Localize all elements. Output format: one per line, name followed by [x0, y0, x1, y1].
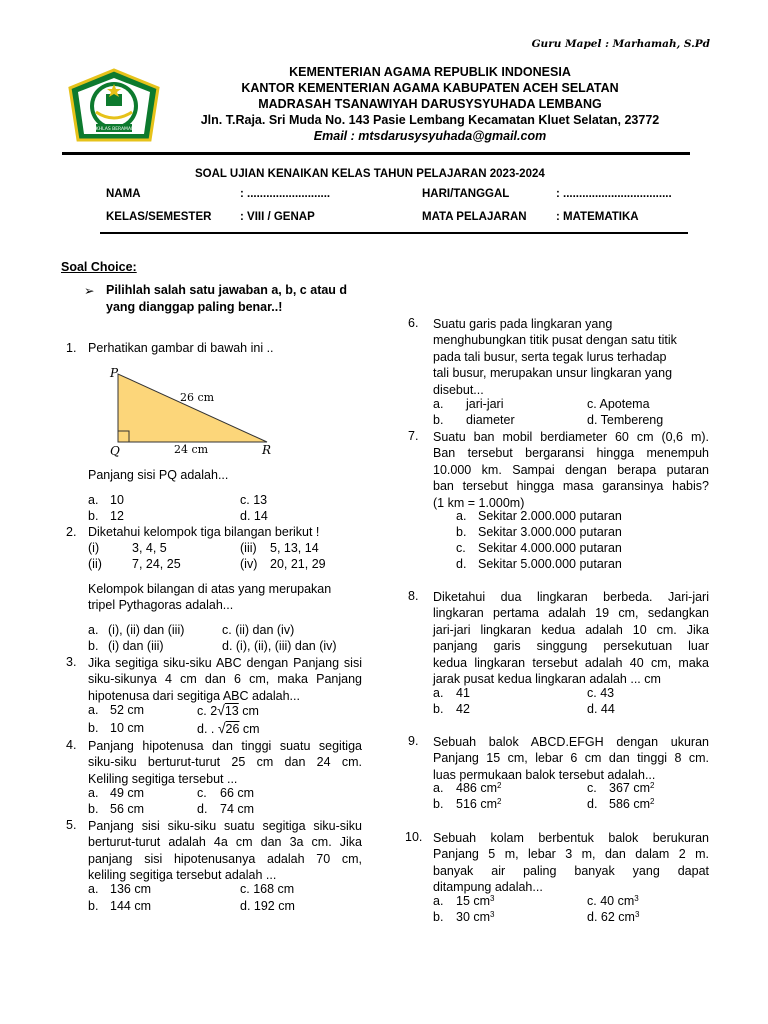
q5-number: 5.: [66, 818, 77, 832]
q1-opt-b-label: b.: [88, 509, 99, 523]
q9-opt-c: 367 $cm^2$: [609, 781, 655, 795]
q4-opt-a-label: a.: [88, 786, 99, 800]
q9-number: 9.: [408, 734, 419, 748]
q10-text: Sebuah kolam berbentuk balok berukuran Panjang 5 m, lebar 3 m, dan dalam 2 m. banyak air paling banyak yang dapat ditampung adalah...: [433, 831, 709, 895]
q3-opt-c: c. 2√13 cm: [197, 702, 259, 718]
q2-opt-a: (i), (ii) dan (iii): [108, 623, 185, 637]
q4-opt-d-label: d.: [197, 802, 208, 816]
q8-opt-a-label: a.: [433, 686, 444, 700]
mapel-value: : MATEMATIKA: [556, 211, 639, 223]
q6-opt-b-label: b.: [433, 413, 444, 427]
q7-number: 7.: [408, 429, 419, 443]
q4-text: Panjang hipotenusa dan tinggi suatu segitiga siku-siku berturut-turut 25 cm dan 24 cm. Keliling segitiga tersebut ...: [88, 739, 362, 786]
nama-label: NAMA: [106, 188, 141, 200]
exam-title: SOAL UJIAN KENAIKAN KELAS TAHUN PELAJARAN 2023-2024: [195, 168, 545, 180]
q10-opt-b-label: b.: [433, 910, 444, 924]
q5-opt-c: c. 168 cm: [240, 882, 295, 896]
instruction-line-2: yang dianggap paling benar..!: [106, 300, 283, 314]
q7-opt-b-label: b.: [456, 525, 467, 539]
q1-opt-a-label: a.: [88, 493, 99, 507]
q5-opt-a: 136 cm: [110, 882, 151, 896]
q5-opt-b: 144 cm: [110, 899, 151, 913]
q1-opt-d: d. 14: [240, 509, 268, 523]
q2-text: Diketahui kelompok tiga bilangan berikut !: [88, 525, 320, 539]
q6-opt-a: jari-jari: [466, 397, 504, 411]
q9-opt-b: 516 $cm^2$: [456, 797, 502, 811]
header-ministry: KEMENTERIAN AGAMA REPUBLIK INDONESIA: [289, 65, 571, 79]
q9-text: Sebuah balok ABCD.EFGH dengan ukuran Panjang 15 cm, lebar 6 cm dan tinggi 8 cm. luas permukaan balok tersebut adalah...: [433, 735, 709, 782]
q4-opt-b: 56 cm: [110, 802, 145, 816]
svg-text:IKHLAS BERAMAL: IKHLAS BERAMAL: [94, 127, 134, 132]
q6-number: 6.: [408, 316, 419, 330]
q4-opt-c-label: c.: [197, 786, 207, 800]
identity-divider: [100, 232, 688, 234]
nama-value: : ..........................: [240, 188, 331, 200]
q9-opt-a-label: a.: [433, 781, 444, 795]
kelas-value: : VIII / GENAP: [240, 211, 315, 223]
header-school: MADRASAH TSANAWIYAH DARUSYSYUHADA LEMBANG: [258, 97, 602, 111]
q10-opt-a: 15 $cm^3$: [456, 894, 495, 908]
q7-opt-d: Sekitar 5.000.000 putaran: [478, 557, 622, 571]
q7-opt-a-label: a.: [456, 509, 467, 523]
header-office: KANTOR KEMENTERIAN AGAMA KABUPATEN ACEH SELATAN: [241, 81, 619, 95]
q1-text: Perhatikan gambar di bawah ini ..: [88, 341, 274, 355]
q10-opt-b: 30 $cm^3$: [456, 910, 495, 924]
q7-opt-b: Sekitar 3.000.000 putaran: [478, 525, 622, 539]
q2-opt-a-label: a.: [88, 623, 99, 637]
q9-opt-a: 486 $cm^2$: [456, 781, 502, 795]
q3-opt-b-label: b.: [88, 721, 99, 735]
q2-item-iii: 5, 13, 14: [270, 541, 319, 555]
q4-opt-d: 74 cm: [220, 802, 255, 816]
q2-number: 2.: [66, 525, 77, 539]
q5-text: Panjang sisi siku-siku suatu segitiga siku-siku berturut-turut adalah 4a cm dan 3a cm. Jika panjang sisi hipotenusanya adalah 70 cm, keliling segitiga tersebut adalah ...: [88, 819, 362, 883]
triangle-figure: [104, 364, 290, 458]
hari-value: : ..................................: [556, 188, 672, 200]
q10-opt-a-label: a.: [433, 894, 444, 908]
q8-opt-c: c. 43: [587, 686, 615, 700]
hari-label: HARI/TANGGAL: [422, 188, 510, 200]
q6-opt-a-label: a.: [433, 397, 444, 411]
q5-opt-b-label: b.: [88, 899, 99, 913]
q9-opt-c-label: c.: [587, 781, 597, 795]
q1-number: 1.: [66, 341, 77, 355]
q7-opt-c: Sekitar 4.000.000 putaran: [478, 541, 622, 555]
q6-opt-b: diameter: [466, 413, 515, 427]
q7-opt-d-label: d.: [456, 557, 467, 571]
q2-item-iv-label: (iv): [240, 557, 258, 571]
vertex-q: Q: [110, 444, 120, 458]
q2-opt-c: c. (ii) dan (iv): [222, 623, 295, 637]
q9-opt-d: 586 $cm^2$: [609, 797, 655, 811]
q7-opt-a: Sekitar 2.000.000 putaran: [478, 509, 622, 523]
q2-item-ii-label: (ii): [88, 557, 102, 571]
q1-opt-a: 10: [110, 493, 124, 507]
q7-opt-c-label: c.: [456, 541, 466, 555]
q5-opt-d: d. 192 cm: [240, 899, 295, 913]
q10-opt-c: c. 40 $cm^3$: [587, 894, 639, 908]
q10-number: 10.: [405, 830, 423, 844]
q8-number: 8.: [408, 589, 419, 603]
hyp-label: 26 cm: [180, 391, 215, 404]
q7-text: Suatu ban mobil berdiameter 60 cm (0,6 m). Ban tersebut bergaransi hingga menempuh 10.000 km. Sampai dengan berapa putaran ban tersebut hingga masa garansinya habis? (1 km = 1.000m): [433, 430, 709, 510]
q2-ask-2: tripel Pythagoras adalah...: [88, 598, 234, 612]
q8-text: Diketahui dua lingkaran berbeda. Jari-jari lingkaran pertama adalah 19 cm, sedangkan jari-jari lingkaran kedua adalah 10 cm. Jika panjang garis singgung persekutuan luar kedua lingkaran tersebut adalah 40 cm, maka jarak pusat kedua lingkaran adalah ... cm: [433, 590, 709, 687]
q6-opt-d: d. Tembereng: [587, 413, 664, 427]
mapel-label: MATA PELAJARAN: [422, 211, 527, 223]
q6-opt-c: c. Apotema: [587, 397, 650, 411]
q2-item-i-label: (i): [88, 541, 100, 555]
q2-opt-d: d. (i), (ii), (iii) dan (iv): [222, 639, 337, 653]
q3-text: Jika segitiga siku-siku ABC dengan Panjang sisi siku-sikunya 4 cm dan 6 cm, maka Panjang hipotenusa dari segitiga ABC adalah...: [88, 656, 362, 703]
q2-opt-b: (i) dan (iii): [108, 639, 164, 653]
header-email: Email : mtsdarusysyuhada@gmail.com: [313, 129, 547, 143]
header-divider: [62, 152, 690, 155]
q4-opt-b-label: b.: [88, 802, 99, 816]
q2-item-ii: 7, 24, 25: [132, 557, 181, 571]
q1-ask: Panjang sisi PQ adalah...: [88, 468, 229, 482]
kelas-label: KELAS/SEMESTER: [106, 211, 212, 223]
q5-opt-a-label: a.: [88, 882, 99, 896]
q8-opt-a: 41: [456, 686, 470, 700]
q4-opt-a: 49 cm: [110, 786, 145, 800]
q8-opt-b-label: b.: [433, 702, 444, 716]
q2-item-iv: 20, 21, 29: [270, 557, 326, 571]
q2-ask-1: Kelompok bilangan di atas yang merupakan: [88, 582, 332, 596]
q2-item-iii-label: (iii): [240, 541, 257, 555]
q8-opt-d: d. 44: [587, 702, 615, 716]
base-label: 24 cm: [174, 443, 209, 456]
q2-opt-b-label: b.: [88, 639, 99, 653]
q3-opt-a-label: a.: [88, 703, 99, 717]
q10-opt-d: d. 62 $cm^3$: [587, 910, 640, 924]
instruction-arrow: ➢: [84, 284, 95, 298]
q4-opt-c: 66 cm: [220, 786, 255, 800]
q9-opt-d-label: d.: [587, 797, 598, 811]
vertex-p: P: [110, 366, 119, 380]
q6-text: Suatu garis pada lingkaran yang menghubungkan titik pusat dengan satu titik pada tali busur, serta tegak lurus terhadap tali busur, merupakan unsur lingkaran yang disebut...: [433, 317, 677, 397]
vertex-r: R: [262, 443, 272, 457]
header-address: Jln. T.Raja. Sri Muda No. 143 Pasie Lembang Kecamatan Kluet Selatan, 23772: [200, 113, 660, 127]
q3-opt-b: 10 cm: [110, 721, 145, 735]
madrasah-logo: [66, 68, 162, 144]
q1-opt-c: c. 13: [240, 493, 268, 507]
section-title: Soal Choice:: [61, 260, 137, 274]
instruction-line-1: Pilihlah salah satu jawaban a, b, c atau d: [106, 283, 348, 297]
q8-opt-b: 42: [456, 702, 470, 716]
teacher-note: Guru Mapel : Marhamah, S.Pd: [531, 38, 710, 50]
q3-opt-d: d. . √26 cm: [197, 720, 260, 736]
q3-opt-a: 52 cm: [110, 703, 145, 717]
q2-item-i: 3, 4, 5: [132, 541, 167, 555]
q1-opt-b: 12: [110, 509, 124, 523]
q3-number: 3.: [66, 655, 77, 669]
q4-number: 4.: [66, 738, 77, 752]
q9-opt-b-label: b.: [433, 797, 444, 811]
